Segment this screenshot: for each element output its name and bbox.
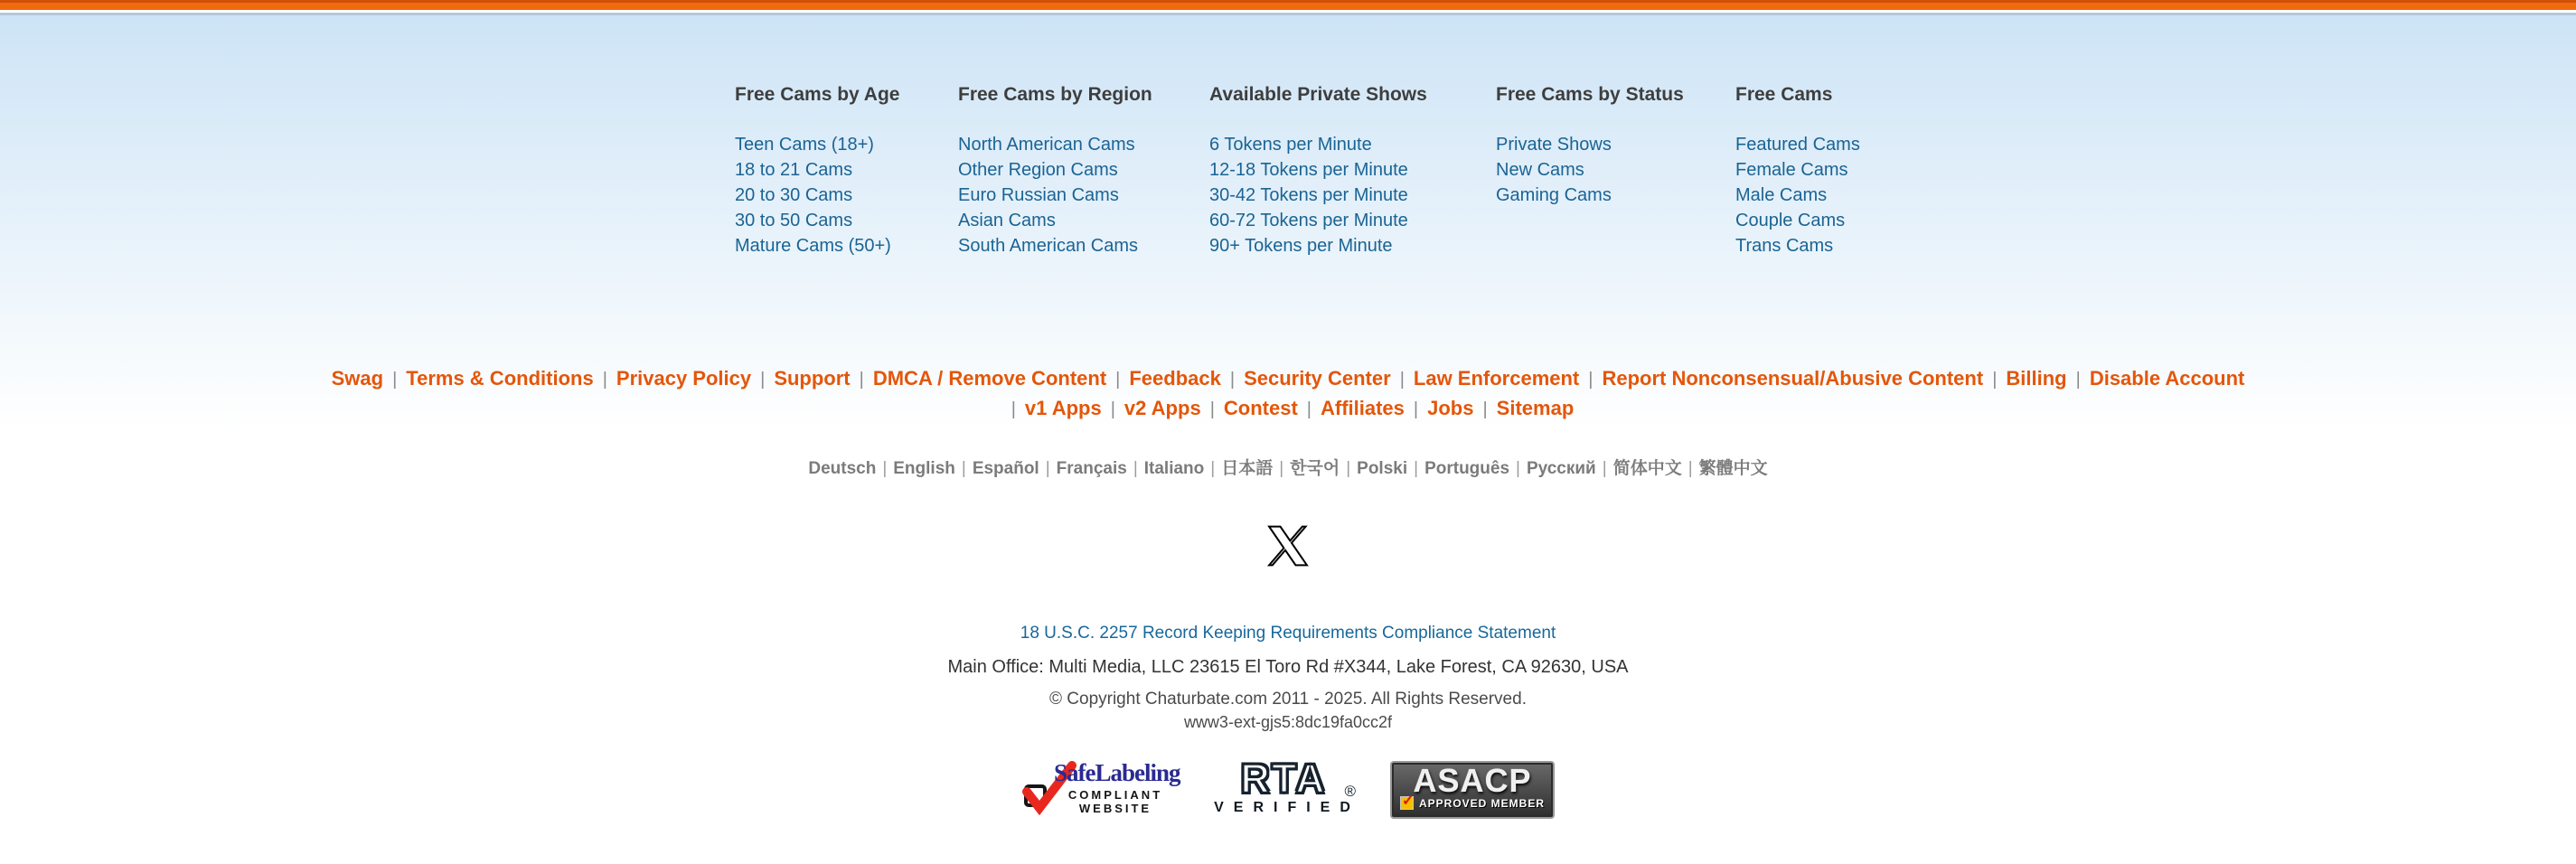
list-item [1735, 233, 1912, 258]
footer-column-link[interactable]: Trans Cams [1735, 236, 1834, 256]
separator: | [1346, 459, 1351, 478]
separator: | [1588, 370, 1594, 390]
list-item [1496, 132, 1735, 157]
footer-column-link[interactable]: 20 to 30 Cams [735, 185, 853, 205]
list-item [735, 208, 958, 233]
separator: | [1110, 399, 1115, 419]
footer-column-link[interactable]: Female Cams [1735, 160, 1848, 180]
list-item [1735, 132, 1912, 157]
separator: | [392, 370, 398, 390]
compliance-statement-link[interactable]: 18 U.S.C. 2257 Record Keeping Requirements Compliance Statement [1020, 624, 1556, 643]
footer-nav-link[interactable]: Billing [2006, 367, 2067, 390]
list-item [1209, 233, 1496, 258]
list-item [735, 132, 958, 157]
rta-verified-badge[interactable] [1206, 756, 1361, 819]
footer-column-link[interactable]: 90+ Tokens per Minute [1209, 236, 1393, 256]
footer-nav-link[interactable]: Security Center [1244, 367, 1391, 390]
separator: | [1229, 370, 1236, 390]
footer-nav-row-1 [0, 364, 2576, 394]
separator: | [882, 459, 888, 478]
footer-column-link[interactable]: Asian Cams [958, 211, 1056, 230]
footer-column-link[interactable]: Private Shows [1496, 135, 1612, 155]
footer-column-link[interactable]: 12-18 Tokens per Minute [1209, 160, 1408, 180]
footer-nav-link[interactable]: Jobs [1427, 397, 1474, 419]
separator: | [1306, 399, 1312, 419]
registered-trademark-icon: ® [1344, 783, 1356, 800]
asacp-badge[interactable] [1390, 761, 1555, 819]
footer-nav-link[interactable]: Sitemap [1496, 397, 1575, 419]
list-item [1735, 208, 1912, 233]
separator: | [961, 459, 966, 478]
column-title: Free Cams by Status [1496, 84, 1684, 105]
language-link[interactable]: 繁體中文 [1698, 459, 1768, 478]
language-link[interactable]: Italiano [1143, 459, 1205, 478]
footer-column-link[interactable]: 6 Tokens per Minute [1209, 135, 1372, 155]
footer-nav-link[interactable]: Law Enforcement [1413, 367, 1580, 390]
rta-verified-label: VERIFIED [1214, 800, 1360, 815]
footer-column-link[interactable]: Male Cams [1735, 185, 1828, 205]
list-item [1735, 157, 1912, 183]
footer-column-link[interactable]: North American Cams [958, 135, 1135, 155]
footer-nav-link[interactable]: DMCA / Remove Content [872, 367, 1107, 390]
asacp-approved-member-label: APPROVED MEMBER [1418, 796, 1545, 810]
footer-nav-link[interactable]: Swag [331, 367, 384, 390]
separator: | [2075, 370, 2081, 390]
copyright-notice: © Copyright Chaturbate.com 2011 - 2025. All Rights Reserved. [1049, 690, 1527, 709]
separator: | [1602, 459, 1607, 478]
list-item [1496, 183, 1735, 208]
column-free-cams-by-region [958, 81, 1209, 258]
footer-column-link[interactable]: Euro Russian Cams [958, 185, 1119, 205]
footer-column-link[interactable]: Featured Cams [1735, 135, 1860, 155]
list-item [1209, 208, 1496, 233]
language-link[interactable]: 日本語 [1221, 459, 1274, 478]
column-title: Available Private Shows [1209, 84, 1427, 105]
footer-nav-link[interactable]: v2 Apps [1123, 397, 1201, 419]
separator: | [1210, 459, 1216, 478]
separator: | [1516, 459, 1520, 478]
compliance-statement-row [0, 624, 2576, 643]
list-item [958, 233, 1209, 258]
language-link[interactable]: Polski [1357, 459, 1408, 478]
footer-column-link[interactable]: Mature Cams (50+) [735, 236, 891, 256]
list-item [1209, 157, 1496, 183]
footer-column-link[interactable]: Couple Cams [1735, 211, 1846, 230]
footer-link-columns [735, 81, 1912, 258]
footer-column-link[interactable]: New Cams [1496, 160, 1584, 180]
footer-column-link[interactable]: South American Cams [958, 236, 1138, 256]
separator: | [1133, 459, 1138, 478]
asacp-title: ASACP [1413, 762, 1532, 799]
language-link[interactable]: 한국어 [1290, 459, 1340, 478]
language-link[interactable]: Deutsch [808, 459, 877, 478]
safelabeling-badge[interactable] [1021, 759, 1180, 819]
server-id: www3-ext-gjs5:8dc19fa0cc2f [1183, 713, 1393, 731]
separator: | [1011, 399, 1016, 419]
footer-nav-link[interactable]: v1 Apps [1024, 397, 1102, 419]
safelabeling-website-label: WEBSITE [1078, 802, 1152, 815]
compliance-badges [0, 756, 2576, 819]
footer-nav-link[interactable]: Report Nonconsensual/Abusive Content [1602, 367, 1984, 390]
footer-column-link[interactable]: Other Region Cams [958, 160, 1118, 180]
footer-nav-link[interactable]: Feedback [1129, 367, 1221, 390]
separator: | [1045, 459, 1050, 478]
footer-column-link[interactable]: Teen Cams (18+) [735, 135, 874, 155]
column-title: Free Cams by Region [958, 84, 1152, 105]
footer-nav-link[interactable]: Affiliates [1320, 397, 1405, 419]
x-twitter-link[interactable] [1267, 524, 1309, 568]
list-item [1209, 183, 1496, 208]
separator: | [1688, 459, 1693, 478]
footer-column-link[interactable]: 18 to 21 Cams [735, 160, 853, 180]
footer-column-link[interactable]: Gaming Cams [1496, 185, 1612, 205]
list-item [735, 233, 958, 258]
separator: | [1209, 399, 1215, 419]
separator: | [602, 370, 607, 390]
language-link[interactable]: Español [972, 459, 1039, 478]
column-available-private-shows [1209, 81, 1496, 258]
social-links [0, 524, 2576, 568]
footer-nav-link[interactable]: Privacy Policy [616, 367, 752, 390]
column-title: Free Cams [1735, 84, 1833, 105]
separator: | [1279, 459, 1284, 478]
safelabeling-compliant-label: COMPLIANT [1067, 788, 1163, 802]
list-item [1209, 132, 1496, 157]
separator: | [1414, 459, 1419, 478]
footer-nav-link[interactable]: Disable Account [2089, 367, 2245, 390]
footer-column-link[interactable]: 30-42 Tokens per Minute [1209, 185, 1408, 205]
separator: | [1115, 370, 1121, 390]
language-selector [0, 455, 2576, 479]
rta-title: RTA [1240, 756, 1327, 802]
top-orange-bar [0, 3, 2576, 10]
list-item [1496, 157, 1735, 183]
column-title: Free Cams by Age [735, 84, 900, 105]
separator: | [859, 370, 864, 390]
footer-nav [0, 364, 2576, 424]
footer-nav-link[interactable]: Contest [1223, 397, 1298, 419]
list-item [958, 183, 1209, 208]
footer-nav-link[interactable]: Terms & Conditions [406, 367, 594, 390]
column-free-cams-by-status [1496, 81, 1735, 258]
list-item [958, 157, 1209, 183]
list-item [1735, 183, 1912, 208]
separator: | [760, 370, 766, 390]
list-item [735, 157, 958, 183]
column-free-cams [1735, 81, 1912, 258]
separator: | [1482, 399, 1488, 419]
list-item [958, 208, 1209, 233]
footer-nav-row-2 [0, 394, 2576, 424]
separator: | [1399, 370, 1405, 390]
language-link[interactable]: 简体中文 [1612, 459, 1682, 478]
main-office-address: Main Office: Multi Media, LLC 23615 El Toro Rd #X344, Lake Forest, CA 92630, USA [947, 657, 1629, 677]
yellow-checkbox-icon: ✓ [1401, 794, 1415, 809]
list-item [735, 183, 958, 208]
safelabeling-title: SafeLabeling [1054, 759, 1180, 786]
footer-column-link[interactable]: 30 to 50 Cams [735, 211, 853, 230]
language-link[interactable]: Français [1056, 459, 1127, 478]
language-link[interactable]: English [893, 459, 955, 478]
column-free-cams-by-age [735, 81, 958, 258]
language-link[interactable]: Русский [1526, 459, 1596, 478]
x-logo-icon [1267, 524, 1309, 568]
footer-column-link[interactable]: 60-72 Tokens per Minute [1209, 211, 1408, 230]
separator: | [1992, 370, 1998, 390]
list-item [958, 132, 1209, 157]
footer-nav-link[interactable]: Support [774, 367, 851, 390]
separator: | [1413, 399, 1419, 419]
language-link[interactable]: Português [1424, 459, 1510, 478]
